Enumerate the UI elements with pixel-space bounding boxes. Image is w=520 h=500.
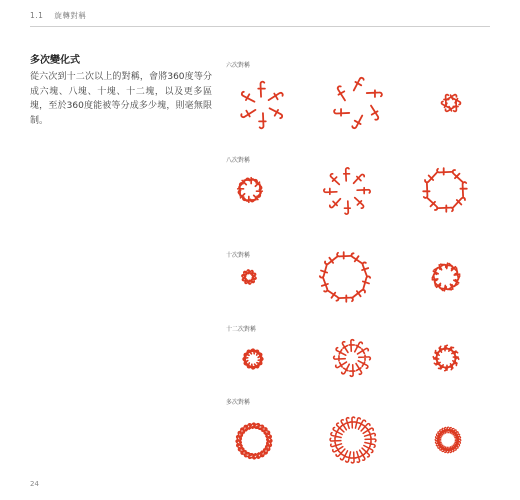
f-glyph — [319, 263, 330, 279]
f-glyph — [350, 417, 355, 428]
f-glyph — [368, 104, 381, 120]
f-glyph — [367, 90, 382, 97]
row-label-12fold: 十二次對稱 — [226, 326, 257, 333]
figure-6fold-1 — [240, 82, 284, 129]
figure-8fold-2 — [324, 168, 370, 214]
f-glyph — [350, 365, 355, 377]
f-glyph — [334, 109, 349, 116]
f-glyph — [460, 182, 466, 196]
figure-8fold-1 — [236, 176, 263, 203]
section-heading: 旋轉對稱 — [54, 11, 87, 20]
f-glyph — [362, 444, 374, 454]
f-glyph — [351, 452, 356, 463]
subsection-title: 多次變化式 — [30, 55, 80, 66]
figure-8fold-3 — [423, 168, 467, 212]
figure-multifold-1 — [234, 421, 273, 460]
f-glyph — [259, 113, 266, 128]
f-glyph — [337, 252, 351, 258]
f-glyph — [237, 176, 250, 189]
row-label-8fold: 八次對稱 — [226, 157, 251, 164]
f-glyph — [439, 205, 453, 211]
f-glyph — [344, 168, 350, 181]
f-glyph — [444, 95, 449, 106]
f-glyph — [328, 173, 341, 186]
f-glyph — [424, 170, 439, 185]
f-glyph — [240, 107, 256, 120]
f-glyph — [340, 341, 350, 354]
figure-6fold-2 — [334, 76, 382, 130]
f-glyph — [351, 76, 364, 92]
f-glyph — [437, 168, 451, 174]
f-glyph — [258, 82, 265, 97]
f-glyph — [450, 169, 465, 184]
f-glyph — [451, 195, 466, 210]
figure-12fold-1 — [241, 347, 264, 370]
f-glyph — [324, 188, 337, 194]
f-glyph — [236, 190, 249, 203]
f-glyph — [359, 355, 371, 360]
f-glyph — [332, 427, 344, 437]
body-paragraph: 從六次到十二次以上的對稱，會將360度等分成六塊、八塊、十塊、十二塊，以及更多區塊，至於360度能被等分成多少塊，則毫無限制。 — [30, 72, 212, 126]
f-glyph — [423, 184, 429, 198]
figure-12fold-2 — [334, 340, 371, 377]
f-glyph — [329, 196, 342, 209]
f-glyph — [268, 106, 284, 119]
f-glyph — [357, 419, 367, 431]
f-glyph — [267, 90, 283, 103]
figure-multifold-3 — [435, 427, 462, 454]
figure-10fold-1 — [241, 269, 258, 285]
f-glyph — [352, 196, 365, 209]
f-glyph — [349, 340, 354, 352]
figure-6fold-3 — [440, 93, 462, 114]
row-label-multifold: 多次對稱 — [226, 399, 251, 406]
figure-10fold-2 — [319, 252, 371, 302]
f-glyph — [250, 190, 263, 203]
f-glyph — [360, 275, 371, 291]
row-label-10fold: 十次對稱 — [226, 252, 251, 259]
f-glyph — [339, 295, 353, 301]
f-glyph — [352, 172, 365, 185]
f-glyph — [240, 91, 256, 104]
f-glyph — [250, 177, 263, 190]
row-label-6fold: 六次對稱 — [226, 62, 251, 69]
f-glyph — [335, 85, 348, 101]
f-glyph — [351, 114, 364, 130]
f-glyph — [330, 438, 341, 443]
figure-10fold-3 — [430, 262, 462, 292]
figure-multifold-2 — [330, 417, 376, 463]
f-glyph — [357, 188, 370, 194]
figure-12fold-3 — [433, 345, 460, 372]
f-glyph — [356, 346, 369, 356]
section-number: 1.1 — [30, 11, 44, 20]
f-glyph — [335, 359, 348, 369]
f-glyph — [360, 262, 371, 278]
f-glyph — [353, 362, 363, 375]
f-glyph — [340, 449, 350, 461]
f-glyph — [334, 356, 346, 361]
f-glyph — [365, 437, 376, 442]
f-glyph — [319, 277, 330, 293]
f-glyph — [425, 196, 440, 211]
page-number: 24 — [30, 480, 39, 488]
f-glyph — [344, 201, 350, 214]
